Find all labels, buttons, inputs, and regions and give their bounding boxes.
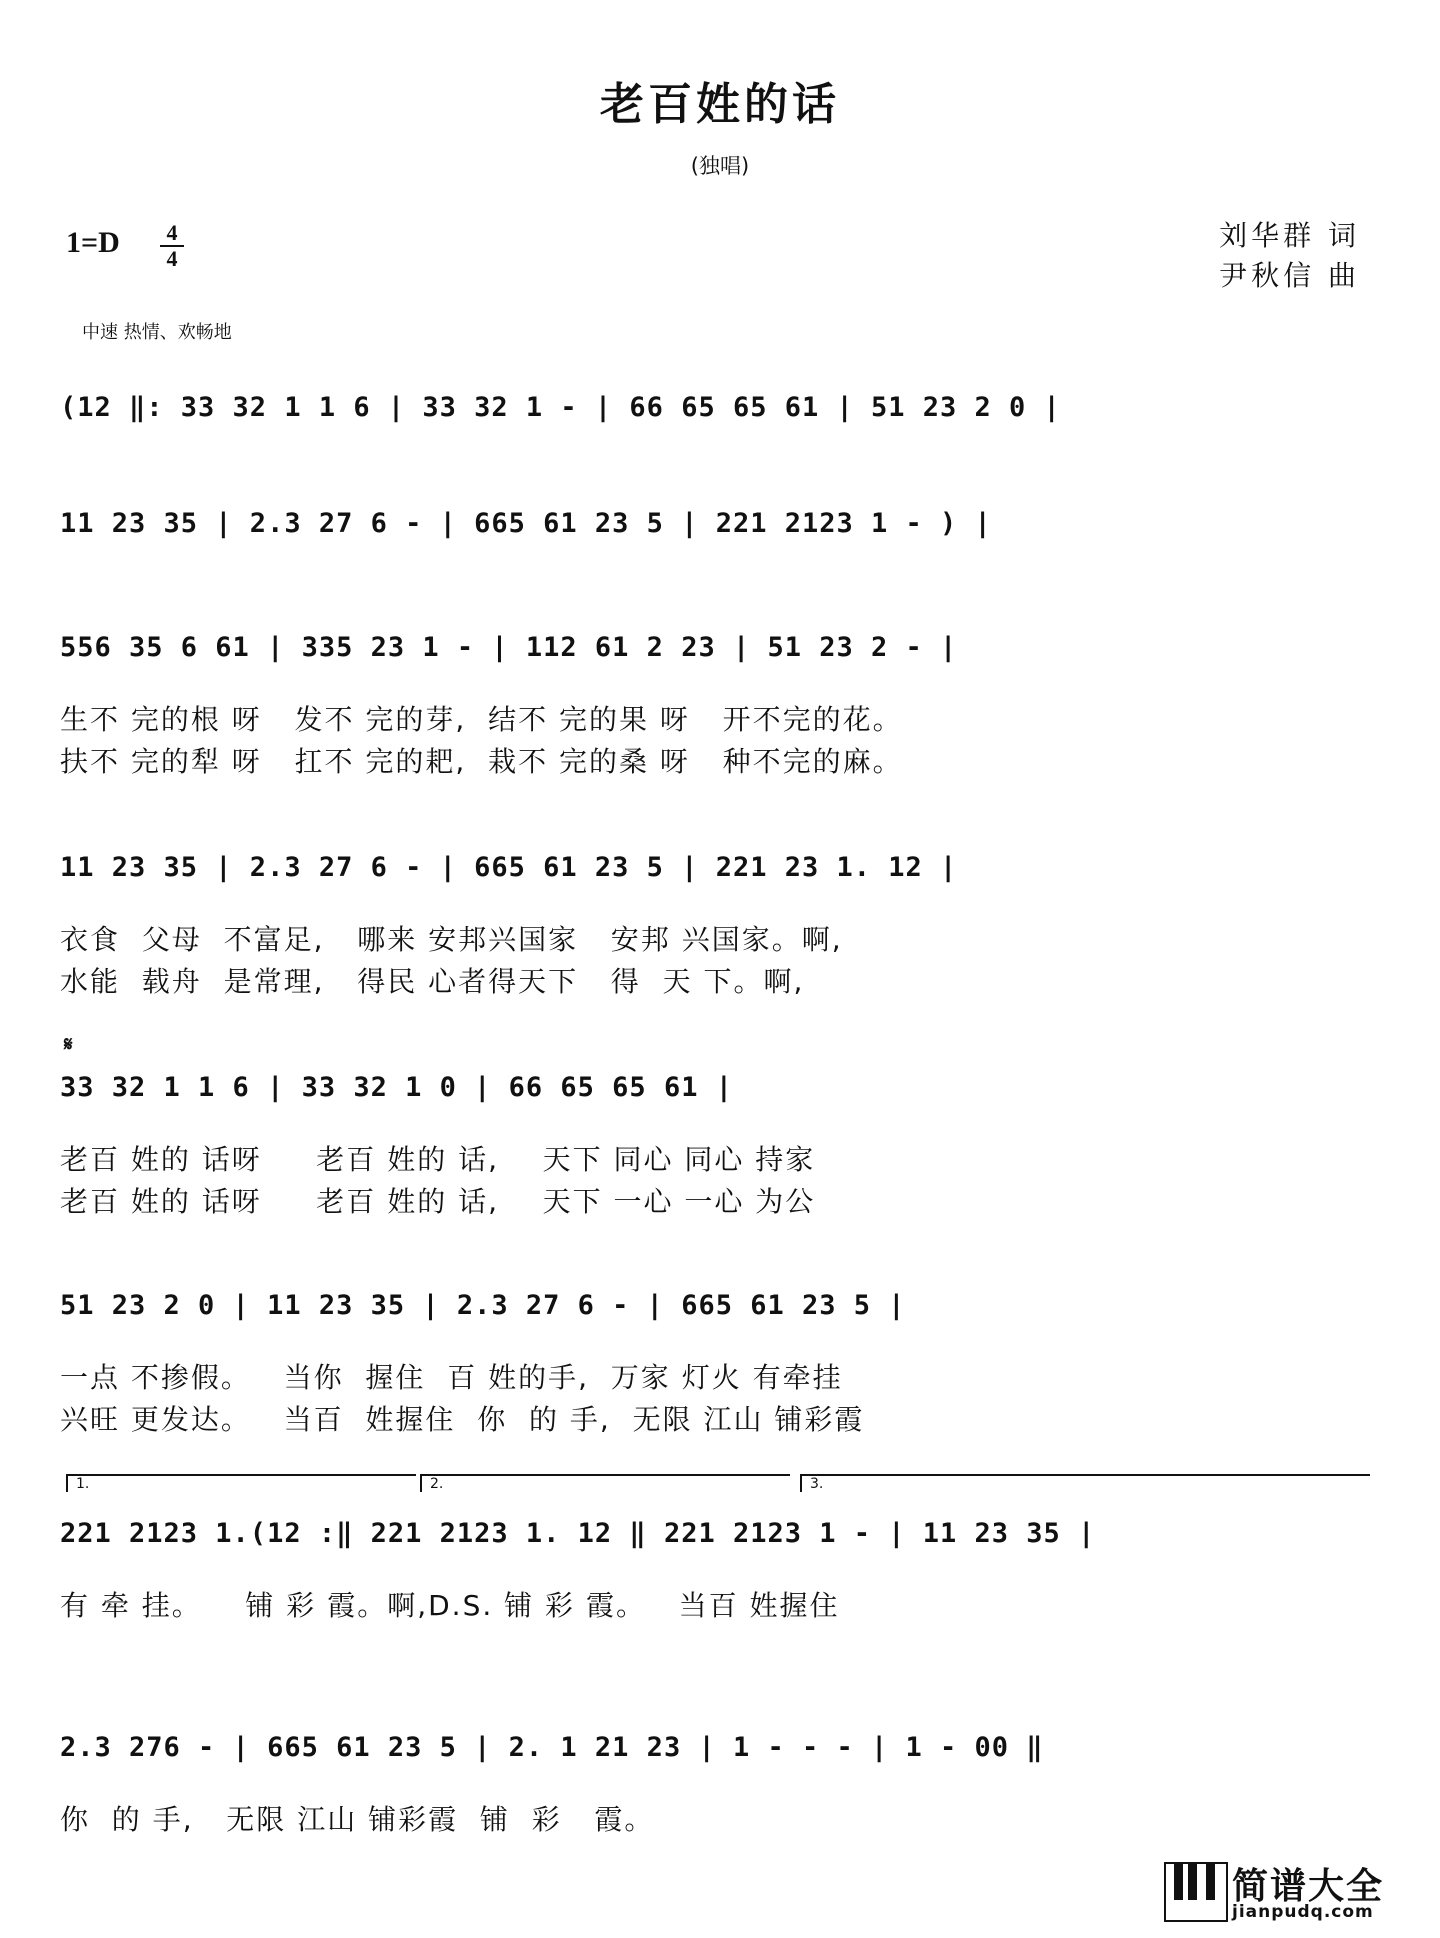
- score-title: 老百姓的话: [600, 79, 840, 130]
- score-system-6: [60, 1290, 1380, 1436]
- notes-row: [60, 1732, 1380, 1784]
- score-system-7: [60, 1476, 1380, 1658]
- logo-url: jianpudq.com: [1232, 1902, 1374, 1922]
- volta-1: 1.: [66, 1474, 416, 1492]
- score-system-4: [60, 852, 1380, 998]
- lyrics-verse-2: 扶不 完的犁 呀 扛不 完的耙, 栽不 完的桑 呀 种不完的麻。: [60, 745, 903, 778]
- lyrics-verse-1: 生不 完的根 呀 发不 完的芽, 结不 完的果 呀 开不完的花。: [60, 703, 903, 736]
- lyrics-verse-2: 水能 载舟 是常理, 得民 心者得天下 得 天 下。啊,: [60, 965, 805, 998]
- composer-credit: 尹秋信 曲: [1219, 259, 1360, 292]
- score-system-8: [60, 1732, 1380, 1872]
- lyrics-verse-1: 你 的 手, 无限 江山 铺彩霞 铺 彩 霞。: [60, 1803, 655, 1836]
- key-signature: 1=D: [66, 226, 120, 259]
- note-line: 556 35 6 61 | 335 23 1 - | 112 61 2 23 | 51 23 2 - |: [60, 632, 958, 663]
- lyrics-verse-2: 兴旺 更发达。 当百 姓握住 你 的 手, 无限 江山 铺彩霞: [60, 1403, 865, 1436]
- time-signature: [160, 222, 184, 270]
- segno-mark: 𝄋: [64, 1032, 73, 1056]
- lyrics-verse-2: 老百 姓的 话呀 老百 姓的 话, 天下 一心 一心 为公: [60, 1185, 816, 1218]
- notes-row: [60, 392, 1380, 444]
- score-system-5: [60, 1032, 1380, 1218]
- lyrics-verse-1: 老百 姓的 话呀 老百 姓的 话, 天下 同心 同心 持家: [60, 1143, 816, 1176]
- lyricist-credit: 刘华群 词: [1219, 219, 1360, 252]
- site-logo: [1164, 1858, 1400, 1928]
- note-line: 51 23 2 0 | 11 23 35 | 2.3 27 6 - | 665 61 23 5 |: [60, 1290, 906, 1321]
- note-line: 11 23 35 | 2.3 27 6 - | 665 61 23 5 | 221 23 1. 12 |: [60, 852, 958, 883]
- volta-2: 2.: [420, 1474, 790, 1492]
- time-bottom: 4: [166, 246, 178, 271]
- notes-row: [60, 508, 1380, 560]
- notes-row: [60, 632, 1380, 684]
- score-system-3: [60, 632, 1380, 778]
- score-system-2: [60, 508, 1380, 648]
- note-line: 221 2123 1.(12 :‖ 221 2123 1. 12 ‖ 221 2123 1 - | 11 23 35 |: [60, 1518, 1096, 1549]
- lyrics-verse-1: 有 牵 挂。 铺 彩 霞。啊,D.S. 铺 彩 霞。 当百 姓握住: [60, 1589, 840, 1622]
- note-line: 11 23 35 | 2.3 27 6 - | 665 61 23 5 | 221 2123 1 - ) |: [60, 508, 992, 539]
- piano-keys-icon: [1164, 1862, 1228, 1922]
- logo-brand: 简谱大全: [1232, 1866, 1385, 1907]
- note-line: 2.3 276 - | 665 61 23 5 | 2. 1 21 23 | 1 - - - | 1 - 00 ‖: [60, 1732, 1044, 1763]
- note-line: (12 ‖: 33 32 1 1 6 | 33 32 1 - | 66 65 65 61 | 51 23 2 0 |: [60, 392, 1061, 423]
- notes-row: [60, 1518, 1380, 1570]
- tempo-marking: 中速 热情、欢畅地: [82, 322, 232, 343]
- notes-row: [60, 1072, 1380, 1124]
- notes-row: [60, 852, 1380, 904]
- time-top: 4: [166, 220, 178, 245]
- lyrics-verse-1: 衣食 父母 不富足, 哪来 安邦兴国家 安邦 兴国家。啊,: [60, 923, 843, 956]
- notes-row: [60, 1290, 1380, 1342]
- lyrics-verse-1: 一点 不掺假。 当你 握住 百 姓的手, 万家 灯火 有牵挂: [60, 1361, 843, 1394]
- note-line: 33 32 1 1 6 | 33 32 1 0 | 66 65 65 61 |: [60, 1072, 733, 1103]
- volta-3: 3.: [800, 1474, 1370, 1492]
- score-subtitle: (独唱): [690, 154, 750, 178]
